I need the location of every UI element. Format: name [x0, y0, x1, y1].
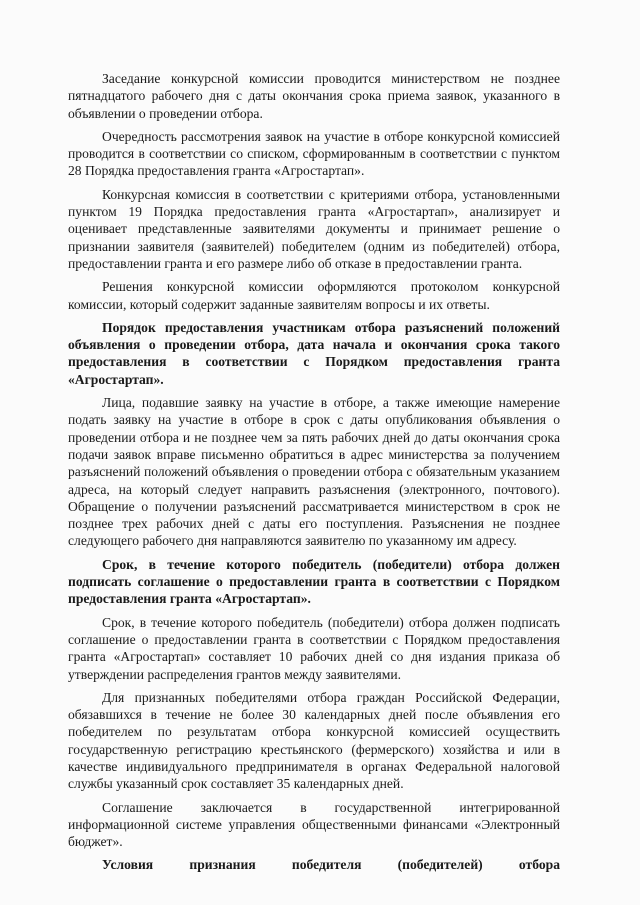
section-heading-clarifications: Порядок предоставления участникам отбора разъяснений положений объявления о проведении отбора, дата начала и окончания срока такого предоставления в соответствии с Порядком предоставления гранта «Агростартап».	[68, 319, 560, 387]
paragraph-agreement-term: Срок, в течение которого победитель (победители) отбора должен подписать соглашение о предоставлении гранта в соответствии с Порядком предоставления гранта «Агростартап» составляет 10 рабочих дней со дня издания приказа об утверждении распределения грантов между заявителями.	[68, 614, 560, 682]
section-heading-winner-conditions: Условия признания победителя (победителей) отбора	[102, 857, 560, 873]
paragraph-commission-decisions: Решения конкурсной комиссии оформляются протоколом конкурсной комиссии, который содержит заданные заявителям вопросы и их ответы.	[68, 279, 560, 312]
paragraph-review-order: Очередность рассмотрения заявок на участие в отборе конкурсной комиссией проводится в соответствии со списком, сформированным в соответствии с пунктом 28 Порядка предоставления гранта «Агростартап».	[68, 128, 560, 179]
document-body	[68, 70, 560, 874]
paragraph-clarifications: Лица, подавшие заявку на участие в отборе, а также имеющие намерение подать заявку на участие в отборе в срок с даты опубликования объявления о проведении отбора и не позднее чем за пять рабочих дней до даты окончания срока подачи заявок вправе письменно обратиться в адрес министерства за получением разъяснений положений объявления о проведении отбора с обязательным указанием адреса, на который следует направить разъяснения (электронного, почтового). Обращение о получении разъяснений рассматривается министерством в срок не позднее трех рабочих дней с даты его поступления. Разъяснения не позднее следующего рабочего дня направляются заявителю по указанному им адресу.	[68, 395, 560, 549]
paragraph-commission-meeting: Заседание конкурсной комиссии проводится министерством не позднее пятнадцатого рабочего дня с даты окончания срока приема заявок, указанного в объявлении о проведении отбора.	[68, 71, 560, 121]
paragraph-citizens-registration: Для признанных победителями отбора граждан Российской Федерации, обязавшихся в течение не более 30 календарных дней после объявления его победителем по результатам отбора конкурсной комиссией осуществить государственную регистрацию крестьянского (фермерского) хозяйства и или в качестве индивидуального предпринимателя в органах Федеральной налоговой службы указанный срок составляет 35 календарных дней.	[68, 689, 560, 792]
section-heading-agreement-term: Срок, в течение которого победитель (победители) отбора должен подписать соглашение о предоставлении гранта в соответствии с Порядком предоставления гранта «Агростартап».	[68, 556, 560, 607]
paragraph-electronic-budget: Соглашение заключается в государственной интегрированной информационной системе управления общественными финансами «Электронный бюджет».	[68, 799, 560, 850]
paragraph-commission-evaluation: Конкурсная комиссия в соответствии с критериями отбора, установленными пунктом 19 Порядка предоставления гранта «Агростартап», анализирует и оценивает представленные заявителями документы и принимает решение о признании заявителя (заявителей) победителем (одним из победителей) отбора, предоставлении гранта и его размере либо об отказе в предоставлении гранта.	[68, 186, 560, 271]
